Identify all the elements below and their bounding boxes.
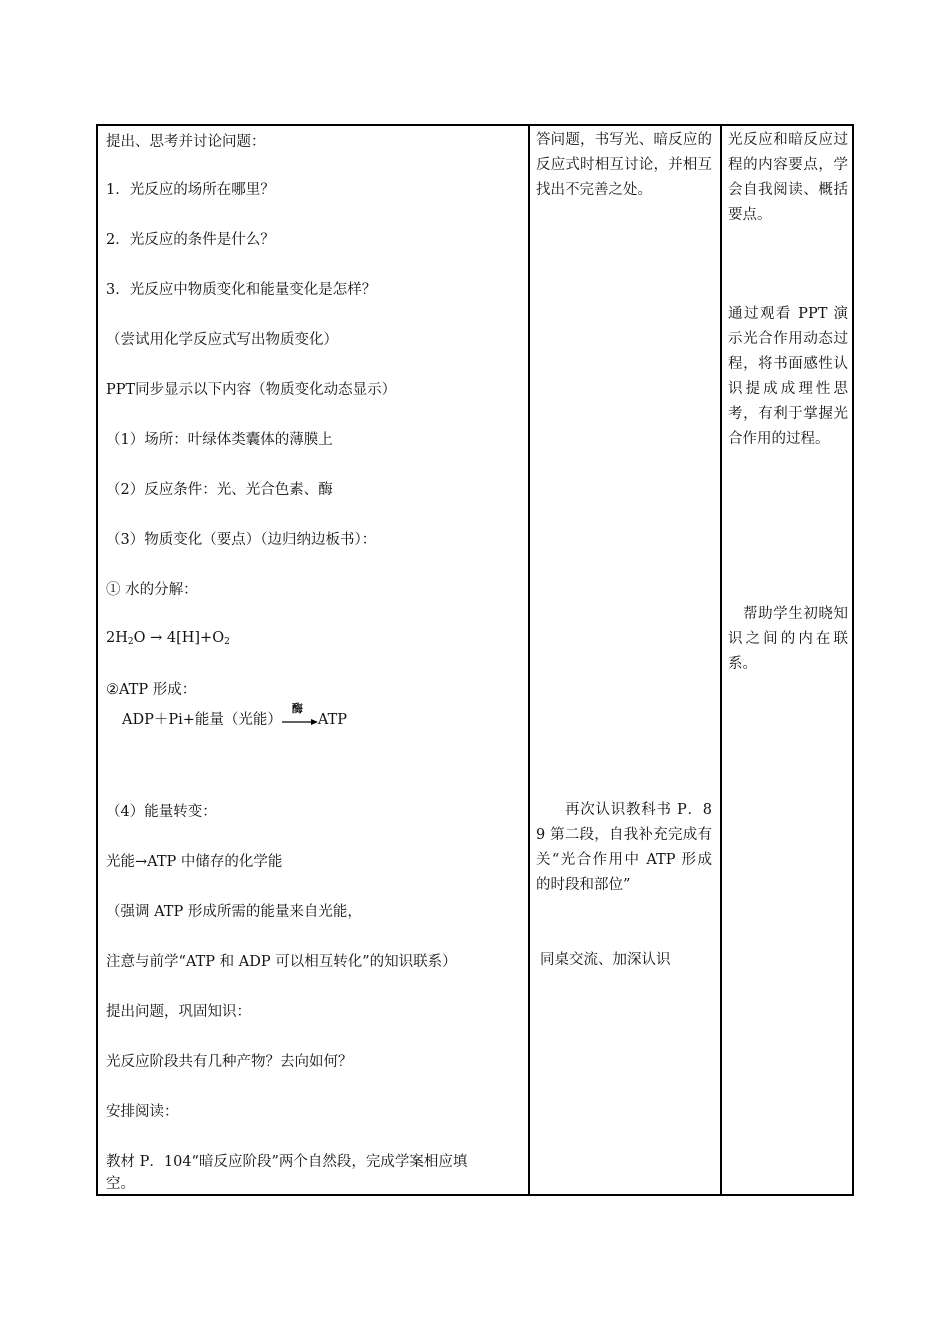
- enzyme-label: 酶: [291, 702, 303, 715]
- student-activity-paragraph: 再次认识教科书 P．89 第二段，自我补充完成有关“光合作用中 ATP 形成的时段和部位”: [536, 802, 712, 893]
- text-line: 1．光反应的场所在哪里？: [106, 182, 275, 198]
- text-line: ① 水的分解：: [106, 582, 198, 598]
- text-line: 3．光反应中物质变化和能量变化是怎样？: [106, 282, 377, 298]
- text-line: 提出问题，巩固知识：: [106, 1004, 251, 1020]
- atp-equation: ADP＋Pi+能量（光能） 酶 ATP: [122, 702, 348, 728]
- text-line: （4）能量转变：: [106, 804, 217, 820]
- student-activity-paragraph: 同桌交流、加深认识: [540, 952, 671, 968]
- text-line: PPT同步显示以下内容（物质变化动态显示）: [106, 382, 397, 398]
- design-intent-paragraph: 帮助学生初晓知识之间的内在联系。: [728, 606, 848, 672]
- student-activity-column: [528, 126, 722, 1194]
- student-activity-paragraph: 答问题，书写光、暗反应的反应式时相互讨论，并相互找出不完善之处。: [536, 132, 712, 198]
- arrow-icon: [282, 712, 318, 728]
- text-line: 安排阅读：: [106, 1104, 179, 1120]
- text-line: 光反应阶段共有几种产物？去向如何？: [106, 1054, 353, 1070]
- text-line: （1）场所：叶绿体类囊体的薄膜上: [106, 432, 333, 448]
- teacher-activity-column: [98, 126, 530, 1194]
- enzyme-arrow: [282, 702, 318, 728]
- water-split-equation: $2H_2O \to 4[H]+O_2$: [106, 630, 230, 647]
- text-line: ②ATP 形成：: [106, 682, 197, 698]
- text-line: 2．光反应的条件是什么？: [106, 232, 275, 248]
- text-line: （尝试用化学反应式写出物质变化）: [106, 332, 338, 348]
- lesson-table: [96, 124, 854, 1196]
- text-line: 注意与前学“ATP 和 ADP 可以相互转化”的知识联系）: [106, 954, 457, 970]
- text-line: 空。: [106, 1176, 135, 1192]
- text-line: （2）反应条件：光、光合色素、酶: [106, 482, 333, 498]
- text-line: （3）物质变化（要点）（边归纳边板书）：: [106, 532, 377, 548]
- design-intent-column: [720, 126, 854, 1194]
- design-intent-paragraph: 通过观看 PPT 演示光合作用动态过程，将书面感性认识提成成理性思考，有利于掌握光合作用的过程。: [728, 306, 848, 447]
- design-intent-paragraph: 光反应和暗反应过程的内容要点，学会自我阅读、概括要点。: [728, 132, 848, 223]
- text-line: 提出、思考并讨论问题：: [106, 134, 266, 150]
- text-line: 光能→ATP 中储存的化学能: [106, 854, 283, 870]
- text-line: 教材 P．104“暗反应阶段”两个自然段，完成学案相应填: [106, 1154, 468, 1170]
- text-line: （强调 ATP 形成所需的能量来自光能，: [106, 904, 362, 920]
